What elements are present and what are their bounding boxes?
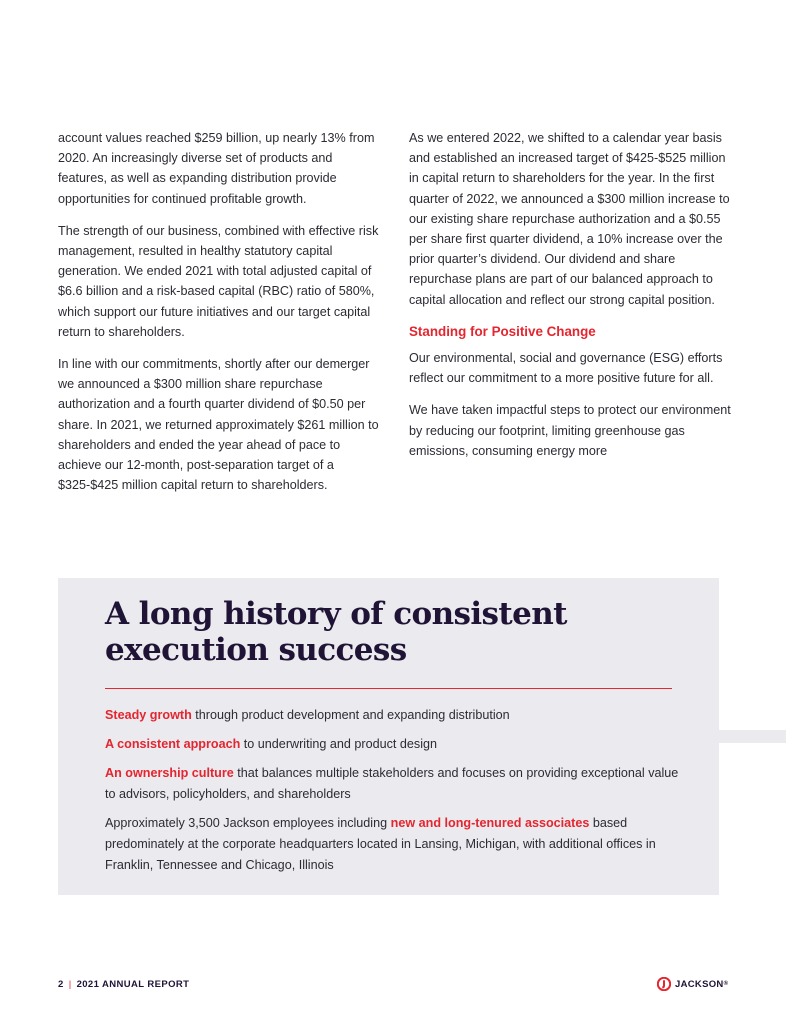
callout-item-growth <box>105 705 685 726</box>
callout-item-text: that balances multiple stakeholders and focuses on providing exceptional value to advisors, policyholders, and shareholders <box>105 766 679 801</box>
logo-text: JACKSON <box>675 978 724 990</box>
paragraph-2022-target: As we entered 2022, we shifted to a calendar year basis and established an increased target of $425-$525 million in capital return to shareholders for the year. In the first quarter of 2022, we announced a $300 million increase to our existing share repurchase authorization and a $0.55 per share first quarter dividend, a 10% increase over the prior quarter’s dividend. Our dividend and share repurchase plans are part of our balanced approach to capital allocation and reflect our strong capital position. <box>409 131 730 307</box>
jackson-logo <box>657 976 728 992</box>
callout-list <box>105 705 685 884</box>
paragraph-esg: Our environmental, social and governance (ESG) efforts reflect our commitment to a more positive future for all. <box>409 351 723 386</box>
jackson-logo-icon <box>657 977 671 991</box>
callout-item-text-before: Approximately 3,500 Jackson employees including <box>105 816 391 830</box>
callout-item-text: to underwriting and product design <box>240 737 438 751</box>
callout-item-highlight: Steady growth <box>105 708 192 722</box>
callout-item-highlight: new and long-tenured associates <box>390 816 590 830</box>
logo-registered-mark: ® <box>723 981 729 987</box>
page-number: 2 <box>58 979 64 990</box>
callout-divider <box>105 688 672 689</box>
paragraph-capital-strength: The strength of our business, combined with effective risk management, resulted in healthy statutory capital generation. We ended 2021 with total adjusted capital of $6.6 billion and a risk-based capital (RBC) ratio of 580%, which support our future initiatives and our target capital return to shareholders. <box>58 223 379 339</box>
paragraph-environment: We have taken impactful steps to protect our environment by reducing our footprint, limiting greenhouse gas emissions, consuming energy more <box>409 403 731 458</box>
paragraph-account-values: account values reached $259 billion, up nearly 13% from 2020. An increasingly diverse set of products and features, as well as expanding distribution provide opportunities for continued profitable growth. <box>58 131 375 206</box>
callout-item-employees <box>105 813 685 876</box>
footer-separator: | <box>68 979 72 990</box>
callout-item-text-after: based predominately at the corporate headquarters located in Lansing, Michigan, with additional offices in Franklin, Tennessee and Chicago, Illinois <box>105 816 656 872</box>
callout-side-tab <box>719 730 786 743</box>
callout-item-highlight: An ownership culture <box>105 766 234 780</box>
footer-page-label <box>58 979 189 990</box>
left-column <box>58 128 380 507</box>
right-column <box>409 128 731 473</box>
callout-title: A long history of consistent execution success <box>105 596 567 668</box>
callout-item-approach <box>105 734 685 755</box>
paragraph-commitments: In line with our commitments, shortly after our demerger we announced a $300 million share repurchase authorization and a fourth quarter dividend of $0.50 per share. In 2021, we returned approximately $261 million to shareholders and ended the year ahead of pace to achieve our 12-month, post-separation target of a $325-$425 million capital return to shareholders. <box>58 357 379 493</box>
callout-item-culture <box>105 763 685 805</box>
report-label: 2021 ANNUAL REPORT <box>76 979 190 990</box>
history-callout-box <box>58 578 719 895</box>
section-heading-positive-change: Standing for Positive Change <box>409 323 596 339</box>
callout-item-text: through product development and expanding distribution <box>191 708 510 722</box>
callout-item-highlight: A consistent approach <box>105 737 241 751</box>
